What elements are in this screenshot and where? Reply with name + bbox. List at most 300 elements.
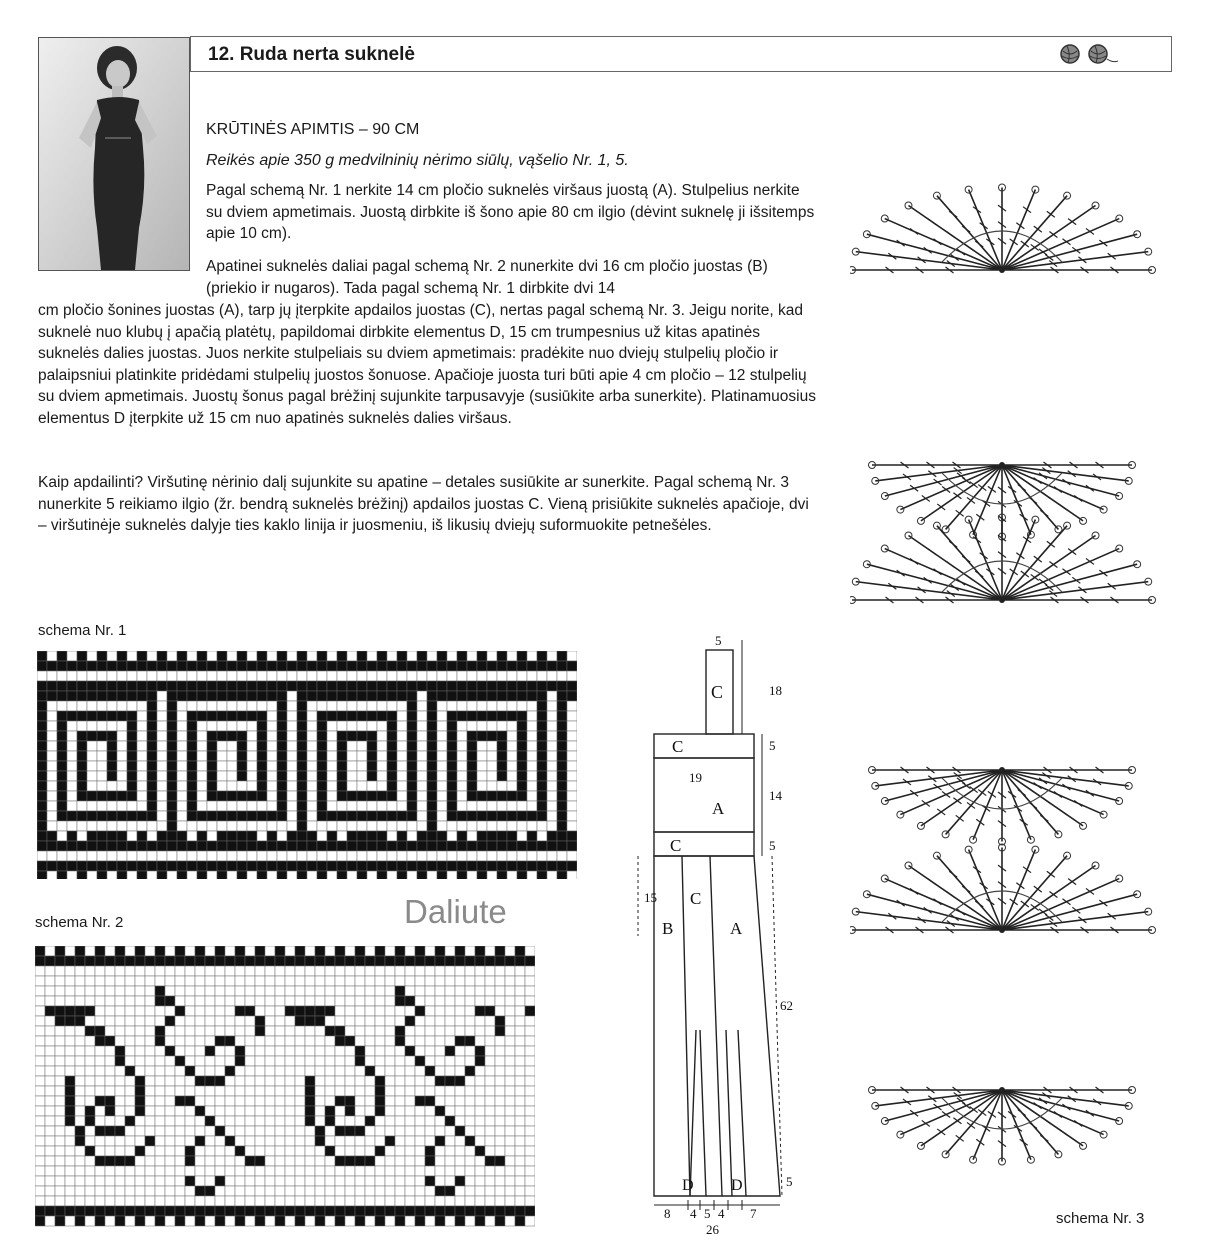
grid-cell	[425, 1006, 435, 1016]
grid-cell	[135, 1076, 145, 1086]
grid-cell	[195, 1046, 205, 1056]
grid-cell	[385, 1176, 395, 1186]
grid-cell	[107, 871, 117, 879]
grid-cell	[285, 1106, 295, 1116]
grid-cell	[305, 966, 315, 976]
grid-cell	[87, 671, 97, 681]
grid-cell	[537, 721, 547, 731]
grid-cell	[465, 1036, 475, 1046]
grid-cell	[97, 651, 107, 661]
grid-cell	[515, 1216, 525, 1226]
bottom-segment: 4	[718, 1206, 725, 1221]
grid-cell	[265, 1126, 275, 1136]
grid-cell	[55, 946, 65, 956]
grid-cell	[507, 821, 517, 831]
grid-cell	[255, 1156, 265, 1166]
grid-cell	[187, 861, 197, 871]
grid-cell	[435, 1026, 445, 1036]
grid-cell	[45, 1086, 55, 1096]
grid-cell	[345, 1016, 355, 1026]
grid-cell	[397, 711, 407, 721]
grid-cell	[407, 731, 417, 741]
grid-cell	[315, 966, 325, 976]
grid-cell	[417, 691, 427, 701]
grid-cell	[87, 681, 97, 691]
grid-cell	[57, 761, 67, 771]
grid-cell	[115, 946, 125, 956]
grid-cell	[207, 671, 217, 681]
grid-cell	[477, 871, 487, 879]
grid-cell	[155, 1046, 165, 1056]
grid-cell	[125, 1096, 135, 1106]
grid-cell	[95, 1186, 105, 1196]
grid-cell	[557, 771, 567, 781]
grid-cell	[417, 671, 427, 681]
bottom-segment: 4	[690, 1206, 697, 1221]
grid-cell	[165, 1176, 175, 1186]
picot-loop	[1032, 186, 1039, 193]
grid-cell	[155, 996, 165, 1006]
grid-cell	[505, 1116, 515, 1126]
grid-cell	[467, 691, 477, 701]
grid-cell	[367, 831, 377, 841]
grid-cell	[567, 801, 577, 811]
grid-cell	[205, 976, 215, 986]
grid-cell	[287, 751, 297, 761]
gusset-line	[700, 1030, 706, 1196]
grid-cell	[265, 1166, 275, 1176]
grid-cell	[537, 811, 547, 821]
grid-cell	[155, 956, 165, 966]
grid-cell	[277, 851, 287, 861]
grid-cell	[567, 791, 577, 801]
grid-cell	[155, 1036, 165, 1046]
grid-cell	[85, 986, 95, 996]
grid-cell	[45, 1056, 55, 1066]
grid-cell	[567, 761, 577, 771]
grid-cell	[507, 731, 517, 741]
grid-cell	[185, 1186, 195, 1196]
grid-cell	[475, 1016, 485, 1026]
grid-cell	[367, 821, 377, 831]
grid-cell	[175, 1186, 185, 1196]
grid-cell	[337, 681, 347, 691]
schema-1-grid	[37, 651, 577, 879]
grid-cell	[155, 1186, 165, 1196]
grid-cell	[427, 861, 437, 871]
grid-cell	[445, 1046, 455, 1056]
grid-cell	[347, 871, 357, 879]
grid-cell	[355, 1026, 365, 1036]
grid-cell	[505, 1046, 515, 1056]
grid-cell	[495, 1086, 505, 1096]
grid-cell	[225, 1176, 235, 1186]
grid-cell	[157, 871, 167, 879]
grid-cell	[515, 1026, 525, 1036]
grid-cell	[425, 1156, 435, 1166]
grid-cell	[435, 1196, 445, 1206]
grid-cell	[305, 1096, 315, 1106]
grid-cell	[317, 851, 327, 861]
grid-cell	[95, 1026, 105, 1036]
grid-cell	[35, 1006, 45, 1016]
grid-cell	[497, 711, 507, 721]
grid-cell	[117, 661, 127, 671]
stitch-tick	[1020, 819, 1028, 825]
grid-cell	[355, 1206, 365, 1216]
stitch-tick	[949, 871, 957, 877]
grid-cell	[187, 801, 197, 811]
grid-cell	[307, 751, 317, 761]
grid-cell	[495, 1196, 505, 1206]
grid-cell	[467, 671, 477, 681]
grid-cell	[485, 1026, 495, 1036]
grid-cell	[557, 651, 567, 661]
grid-cell	[477, 701, 487, 711]
grid-cell	[115, 1006, 125, 1016]
grid-cell	[145, 1186, 155, 1196]
grid-cell	[95, 1056, 105, 1066]
grid-cell	[307, 691, 317, 701]
grid-cell	[147, 801, 157, 811]
grid-cell	[65, 1156, 75, 1166]
grid-cell	[245, 1166, 255, 1176]
grid-cell	[405, 1016, 415, 1026]
grid-cell	[275, 1196, 285, 1206]
grid-cell	[227, 751, 237, 761]
grid-cell	[557, 781, 567, 791]
grid-cell	[115, 1216, 125, 1226]
grid-cell	[277, 761, 287, 771]
grid-cell	[325, 1136, 335, 1146]
grid-cell	[525, 1066, 535, 1076]
grid-cell	[295, 976, 305, 986]
grid-cell	[437, 691, 447, 701]
grid-cell	[235, 1066, 245, 1076]
grid-cell	[37, 761, 47, 771]
grid-cell	[395, 1016, 405, 1026]
grid-cell	[57, 811, 67, 821]
grid-cell	[275, 1136, 285, 1146]
grid-cell	[337, 661, 347, 671]
grid-cell	[137, 681, 147, 691]
grid-cell	[477, 761, 487, 771]
grid-cell	[527, 761, 537, 771]
dimension: 18	[769, 683, 782, 698]
grid-cell	[145, 1156, 155, 1166]
grid-cell	[197, 671, 207, 681]
grid-cell	[165, 946, 175, 956]
grid-cell	[135, 1026, 145, 1036]
grid-cell	[495, 1056, 505, 1066]
grid-cell	[515, 996, 525, 1006]
grid-cell	[215, 1136, 225, 1146]
grid-cell	[195, 1126, 205, 1136]
grid-cell	[47, 841, 57, 851]
grid-cell	[387, 691, 397, 701]
grid-cell	[175, 1076, 185, 1086]
grid-cell	[467, 791, 477, 801]
grid-cell	[327, 671, 337, 681]
grid-cell	[375, 1096, 385, 1106]
grid-cell	[375, 1196, 385, 1206]
grid-cell	[85, 956, 95, 966]
grid-cell	[475, 1066, 485, 1076]
grid-cell	[487, 661, 497, 671]
grid-cell	[525, 1196, 535, 1206]
grid-cell	[135, 1086, 145, 1096]
grid-cell	[435, 1066, 445, 1076]
grid-cell	[427, 661, 437, 671]
dimension: 14	[769, 788, 782, 803]
grid-cell	[487, 711, 497, 721]
grid-cell	[335, 1116, 345, 1126]
picot-loop	[1027, 1156, 1034, 1163]
grid-cell	[455, 986, 465, 996]
grid-cell	[305, 1196, 315, 1206]
grid-cell	[197, 851, 207, 861]
grid-cell	[45, 1006, 55, 1016]
grid-cell	[285, 1216, 295, 1226]
grid-cell	[195, 1206, 205, 1216]
grid-cell	[567, 771, 577, 781]
grid-cell	[197, 651, 207, 661]
grid-cell	[467, 681, 477, 691]
grid-cell	[235, 1096, 245, 1106]
grid-cell	[405, 1066, 415, 1076]
stitch-tick	[949, 541, 957, 547]
grid-cell	[547, 701, 557, 711]
grid-cell	[435, 1186, 445, 1196]
grid-cell	[215, 1066, 225, 1076]
grid-cell	[197, 791, 207, 801]
grid-cell	[325, 1096, 335, 1106]
grid-cell	[445, 1196, 455, 1206]
grid-cell	[547, 771, 557, 781]
grid-cell	[315, 1066, 325, 1076]
grid-cell	[125, 986, 135, 996]
grid-cell	[295, 1056, 305, 1066]
grid-cell	[417, 711, 427, 721]
grid-cell	[225, 1136, 235, 1146]
grid-cell	[207, 811, 217, 821]
grid-cell	[87, 761, 97, 771]
grid-cell	[237, 751, 247, 761]
grid-cell	[67, 751, 77, 761]
grid-cell	[487, 681, 497, 691]
grid-cell	[55, 1106, 65, 1116]
grid-cell	[485, 1166, 495, 1176]
grid-cell	[105, 1216, 115, 1226]
grid-cell	[55, 1216, 65, 1226]
grid-cell	[285, 1206, 295, 1216]
grid-cell	[107, 851, 117, 861]
grid-cell	[267, 741, 277, 751]
grid-cell	[187, 661, 197, 671]
dimension: 62	[780, 998, 793, 1013]
gusset-line	[726, 1030, 732, 1196]
model-photo-icon	[39, 38, 189, 270]
grid-cell	[157, 801, 167, 811]
grid-cell	[107, 761, 117, 771]
stitch-tick	[1018, 790, 1026, 796]
grid-cell	[115, 1056, 125, 1066]
grid-cell	[487, 701, 497, 711]
grid-cell	[335, 1036, 345, 1046]
grid-cell	[395, 946, 405, 956]
grid-cell	[517, 811, 527, 821]
grid-cell	[305, 1186, 315, 1196]
grid-cell	[465, 1176, 475, 1186]
grid-cell	[55, 1126, 65, 1136]
grid-cell	[407, 851, 417, 861]
grid-cell	[147, 701, 157, 711]
grid-cell	[515, 1076, 525, 1086]
grid-cell	[507, 751, 517, 761]
grid-cell	[267, 661, 277, 671]
grid-cell	[285, 1006, 295, 1016]
grid-cell	[197, 821, 207, 831]
grid-cell	[267, 751, 277, 761]
grid-cell	[287, 651, 297, 661]
grid-cell	[237, 861, 247, 871]
grid-cell	[267, 801, 277, 811]
grid-cell	[157, 691, 167, 701]
grid-cell	[385, 1156, 395, 1166]
grid-cell	[465, 1206, 475, 1216]
stitch-tick	[986, 569, 994, 575]
grid-cell	[77, 811, 87, 821]
grid-cell	[47, 751, 57, 761]
grid-cell	[407, 861, 417, 871]
grid-cell	[275, 1206, 285, 1216]
grid-cell	[185, 966, 195, 976]
grid-cell	[137, 801, 147, 811]
grid-cell	[395, 1106, 405, 1116]
grid-cell	[397, 721, 407, 731]
grid-cell	[217, 831, 227, 841]
grid-cell	[495, 1036, 505, 1046]
grid-cell	[355, 1096, 365, 1106]
grid-cell	[115, 1136, 125, 1146]
grid-cell	[187, 781, 197, 791]
grid-cell	[45, 1126, 55, 1136]
grid-cell	[345, 986, 355, 996]
grid-cell	[147, 851, 157, 861]
grid-cell	[495, 1106, 505, 1116]
grid-cell	[177, 821, 187, 831]
grid-cell	[505, 1026, 515, 1036]
grid-cell	[97, 731, 107, 741]
grid-cell	[65, 996, 75, 1006]
grid-cell	[427, 671, 437, 681]
grid-cell	[125, 996, 135, 1006]
grid-cell	[277, 831, 287, 841]
grid-cell	[75, 946, 85, 956]
grid-cell	[197, 661, 207, 671]
grid-cell	[127, 721, 137, 731]
grid-cell	[67, 851, 77, 861]
grid-cell	[37, 691, 47, 701]
grid-cell	[487, 791, 497, 801]
grid-cell	[317, 821, 327, 831]
grid-cell	[187, 771, 197, 781]
grid-cell	[125, 1196, 135, 1206]
grid-cell	[297, 841, 307, 851]
grid-cell	[115, 986, 125, 996]
grid-cell	[87, 731, 97, 741]
grid-cell	[227, 721, 237, 731]
grid-cell	[437, 721, 447, 731]
grid-cell	[557, 721, 567, 731]
grid-cell	[35, 1056, 45, 1066]
grid-cell	[145, 1086, 155, 1096]
grid-cell	[57, 681, 67, 691]
grid-cell	[255, 946, 265, 956]
grid-cell	[147, 661, 157, 671]
grid-cell	[127, 781, 137, 791]
grid-cell	[467, 731, 477, 741]
grid-cell	[225, 1056, 235, 1066]
grid-cell	[195, 1156, 205, 1166]
grid-cell	[277, 681, 287, 691]
grid-cell	[507, 871, 517, 879]
grid-cell	[487, 801, 497, 811]
grid-cell	[505, 986, 515, 996]
grid-cell	[185, 1006, 195, 1016]
picot-loop	[970, 836, 977, 843]
grid-cell	[405, 1196, 415, 1206]
grid-cell	[325, 1126, 335, 1136]
grid-cell	[497, 671, 507, 681]
grid-cell	[87, 811, 97, 821]
grid-cell	[235, 976, 245, 986]
grid-cell	[105, 1056, 115, 1066]
grid-cell	[85, 976, 95, 986]
grid-cell	[437, 811, 447, 821]
stitch-tick	[962, 886, 970, 892]
grid-cell	[357, 751, 367, 761]
grid-cell	[327, 761, 337, 771]
grid-cell	[557, 701, 567, 711]
grid-cell	[245, 1206, 255, 1216]
grid-cell	[307, 851, 317, 861]
grid-cell	[445, 1066, 455, 1076]
grid-cell	[287, 831, 297, 841]
grid-cell	[225, 1126, 235, 1136]
grid-cell	[317, 681, 327, 691]
grid-cell	[157, 701, 167, 711]
grid-cell	[147, 861, 157, 871]
grid-cell	[37, 701, 47, 711]
grid-cell	[457, 691, 467, 701]
grid-cell	[307, 731, 317, 741]
grid-cell	[205, 1056, 215, 1066]
grid-cell	[425, 1016, 435, 1026]
grid-cell	[145, 1136, 155, 1146]
grid-cell	[277, 711, 287, 721]
grid-cell	[335, 976, 345, 986]
grid-cell	[217, 751, 227, 761]
grid-cell	[445, 1166, 455, 1176]
grid-cell	[247, 671, 257, 681]
grid-cell	[415, 1166, 425, 1176]
grid-cell	[305, 1146, 315, 1156]
grid-cell	[107, 731, 117, 741]
grid-cell	[295, 986, 305, 996]
grid-cell	[237, 721, 247, 731]
grid-cell	[337, 711, 347, 721]
